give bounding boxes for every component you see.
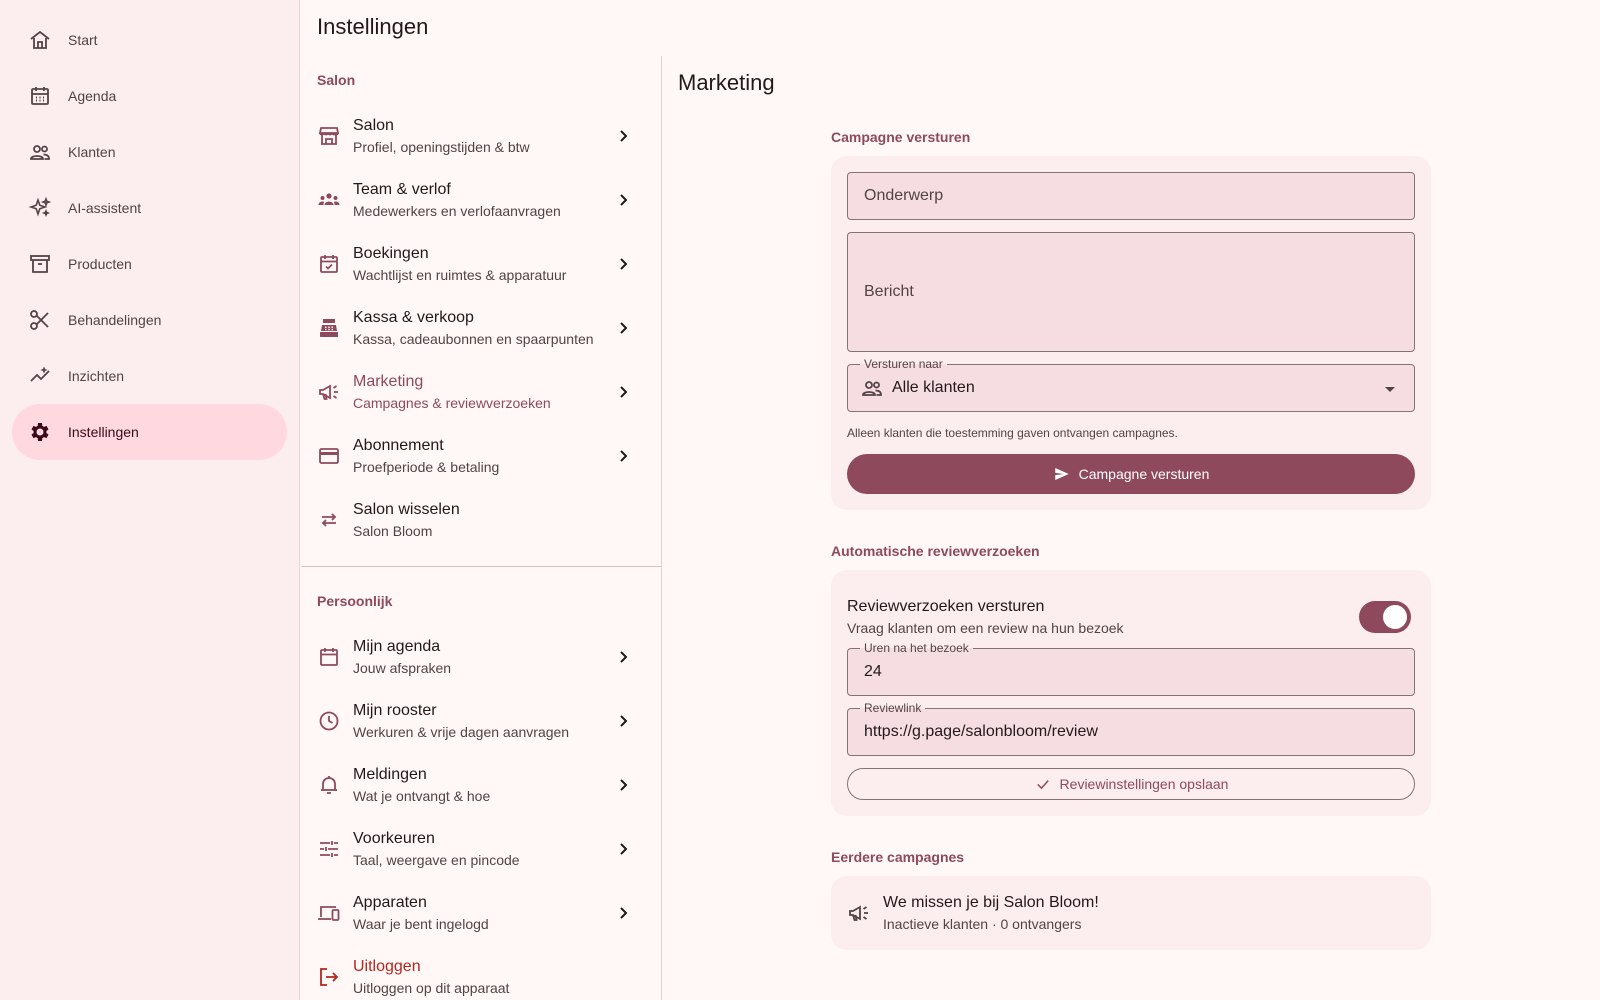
history-group-title: Eerdere campagnes xyxy=(831,849,965,865)
nav-item-ai-assistent[interactable] xyxy=(12,180,287,236)
nav-item-instellingen[interactable] xyxy=(12,404,287,460)
past-campaign-item[interactable] xyxy=(847,886,1415,940)
settings-item-subtitle: Proefperiode & betaling xyxy=(353,459,500,475)
settings-item-salon[interactable] xyxy=(301,104,661,168)
section-header-salon: Salon xyxy=(317,72,356,88)
settings-item-boekingen[interactable] xyxy=(301,232,661,296)
settings-item-subtitle: Uitloggen op dit apparaat xyxy=(353,980,510,996)
review-link-input[interactable] xyxy=(847,701,1415,756)
navigation-rail xyxy=(0,0,300,1000)
nav-item-start[interactable] xyxy=(12,12,287,68)
settings-item-title: Mijn rooster xyxy=(353,702,437,719)
marketing-detail xyxy=(831,118,1431,950)
settings-item-title: Boekingen xyxy=(353,245,429,262)
reviews-group-title: Automatische reviewverzoeken xyxy=(831,543,1040,559)
section-header-persoonlijk: Persoonlijk xyxy=(317,593,393,609)
cash-register-icon xyxy=(317,316,341,340)
settings-item-title: Team & verlof xyxy=(353,181,451,198)
calendar-icon xyxy=(28,84,52,108)
archive-icon xyxy=(28,252,52,276)
subject-input[interactable]: Onderwerp xyxy=(847,172,1415,220)
devices-icon xyxy=(317,901,341,925)
section-divider xyxy=(301,566,661,567)
review-link-value: https://g.page/salonbloom/review xyxy=(864,723,1098,740)
chevron-right-icon xyxy=(611,773,635,797)
settings-item-subtitle: Medewerkers en verlofaanvragen xyxy=(353,203,561,219)
nav-item-label: Behandelingen xyxy=(68,312,162,328)
settings-item-subtitle: Werkuren & vrije dagen aanvragen xyxy=(353,724,570,740)
chevron-right-icon xyxy=(611,645,635,669)
clock-icon xyxy=(317,709,341,733)
insights-icon xyxy=(28,364,52,388)
review-requests-toggle[interactable] xyxy=(1359,601,1411,633)
settings-item-meldingen[interactable] xyxy=(301,753,661,817)
nav-item-producten[interactable] xyxy=(12,236,287,292)
message-textarea[interactable]: Bericht xyxy=(847,232,1415,352)
credit-card-icon xyxy=(317,444,341,468)
nav-item-klanten[interactable] xyxy=(12,124,287,180)
settings-item-title: Mijn agenda xyxy=(353,638,441,655)
chevron-right-icon xyxy=(611,316,635,340)
groups-icon xyxy=(317,188,341,212)
settings-item-subtitle: Jouw afspraken xyxy=(353,660,452,676)
toggle-thumb xyxy=(1383,605,1407,629)
people-icon xyxy=(28,140,52,164)
settings-item-uitloggen[interactable] xyxy=(301,945,661,1000)
settings-item-salon-wisselen[interactable] xyxy=(301,488,661,552)
settings-item-voorkeuren[interactable] xyxy=(301,817,661,881)
nav-item-label: Start xyxy=(68,32,98,48)
settings-item-subtitle: Campagnes & reviewverzoeken xyxy=(353,395,551,411)
review-toggle-row xyxy=(847,578,1415,642)
chevron-right-icon xyxy=(611,901,635,925)
dropdown-arrow-icon xyxy=(1378,377,1402,401)
settings-item-title: Abonnement xyxy=(353,437,444,454)
nav-item-inzichten[interactable] xyxy=(12,348,287,404)
chevron-right-icon xyxy=(611,380,635,404)
reviews-card xyxy=(831,570,1431,816)
nav-item-label: AI-assistent xyxy=(68,200,142,216)
settings-item-team[interactable] xyxy=(301,168,661,232)
home-icon xyxy=(28,28,52,52)
chevron-right-icon xyxy=(611,188,635,212)
hours-after-visit-input[interactable] xyxy=(847,641,1415,696)
review-link-label: Reviewlink xyxy=(860,701,925,715)
nav-item-label: Agenda xyxy=(68,88,117,104)
nav-item-label: Inzichten xyxy=(68,368,125,384)
settings-item-mijn-rooster[interactable] xyxy=(301,689,661,753)
past-campaign-title: We missen je bij Salon Bloom! xyxy=(883,894,1099,911)
chevron-right-icon xyxy=(611,709,635,733)
settings-item-title: Salon xyxy=(353,117,394,134)
chevron-right-icon xyxy=(611,124,635,148)
settings-item-subtitle: Salon Bloom xyxy=(353,523,433,539)
bell-icon xyxy=(317,773,341,797)
past-campaign-subtitle: Inactieve klanten · 0 ontvangers xyxy=(883,916,1082,932)
nav-item-label: Klanten xyxy=(68,144,116,160)
settings-item-subtitle: Taal, weergave en pincode xyxy=(353,852,520,868)
nav-item-label: Instellingen xyxy=(68,424,139,440)
save-review-settings-button[interactable] xyxy=(847,768,1415,800)
settings-item-marketing[interactable] xyxy=(301,360,661,424)
recipients-value: Alle klanten xyxy=(892,379,975,396)
settings-item-title: Meldingen xyxy=(353,766,427,783)
storefront-icon xyxy=(317,124,341,148)
check-icon xyxy=(1034,775,1052,793)
settings-item-subtitle: Wat je ontvangt & hoe xyxy=(353,788,491,804)
nav-item-agenda[interactable] xyxy=(12,68,287,124)
settings-item-title: Marketing xyxy=(353,373,424,390)
campaign-card xyxy=(831,156,1431,510)
logout-icon xyxy=(317,965,341,989)
campaign-helper-text: Alleen klanten die toestemming gaven ontvangen campagnes. xyxy=(847,426,1178,440)
settings-item-apparaten[interactable] xyxy=(301,881,661,945)
settings-item-title: Apparaten xyxy=(353,894,427,911)
settings-item-title: Voorkeuren xyxy=(353,830,435,847)
tune-icon xyxy=(317,837,341,861)
gear-icon xyxy=(28,420,52,444)
people-icon xyxy=(860,376,884,400)
nav-item-label: Producten xyxy=(68,256,132,272)
send-icon xyxy=(1053,465,1071,483)
hours-label: Uren na het bezoek xyxy=(860,641,973,655)
settings-item-mijn-agenda[interactable] xyxy=(301,625,661,689)
sparkle-icon xyxy=(28,196,52,220)
settings-item-subtitle: Waar je bent ingelogd xyxy=(353,916,489,932)
hours-value: 24 xyxy=(864,663,882,680)
megaphone-icon xyxy=(317,380,341,404)
history-card xyxy=(831,876,1431,950)
review-toggle-subtitle: Vraag klanten om een review na hun bezoek xyxy=(847,620,1124,636)
save-review-settings-label: Reviewinstellingen opslaan xyxy=(1059,776,1229,792)
chevron-right-icon xyxy=(611,837,635,861)
calendar-icon xyxy=(317,645,341,669)
settings-item-title: Uitloggen xyxy=(353,958,421,975)
send-campaign-label: Campagne versturen xyxy=(1078,466,1210,482)
settings-item-subtitle: Kassa, cadeaubonnen en spaarpunten xyxy=(353,331,594,347)
detail-title: Marketing xyxy=(678,70,775,95)
settings-list xyxy=(301,56,662,1000)
settings-item-kassa[interactable] xyxy=(301,296,661,360)
scissors-icon xyxy=(28,308,52,332)
chevron-right-icon xyxy=(611,252,635,276)
nav-item-behandelingen[interactable] xyxy=(12,292,287,348)
recipients-select[interactable] xyxy=(847,357,1415,412)
review-toggle-title: Reviewverzoeken versturen xyxy=(847,598,1045,615)
event-check-icon xyxy=(317,252,341,276)
recipients-label: Versturen naar xyxy=(860,357,947,371)
campaign-group-title: Campagne versturen xyxy=(831,129,971,145)
settings-item-title: Kassa & verkoop xyxy=(353,309,474,326)
settings-item-title: Salon wisselen xyxy=(353,501,460,518)
megaphone-icon xyxy=(847,901,871,925)
chevron-right-icon xyxy=(611,444,635,468)
settings-item-subtitle: Profiel, openingstijden & btw xyxy=(353,139,530,155)
swap-icon xyxy=(317,508,341,532)
send-campaign-button[interactable] xyxy=(847,454,1415,494)
settings-item-abonnement[interactable] xyxy=(301,424,661,488)
page-title: Instellingen xyxy=(317,14,429,39)
settings-item-subtitle: Wachtlijst en ruimtes & apparatuur xyxy=(353,267,567,283)
